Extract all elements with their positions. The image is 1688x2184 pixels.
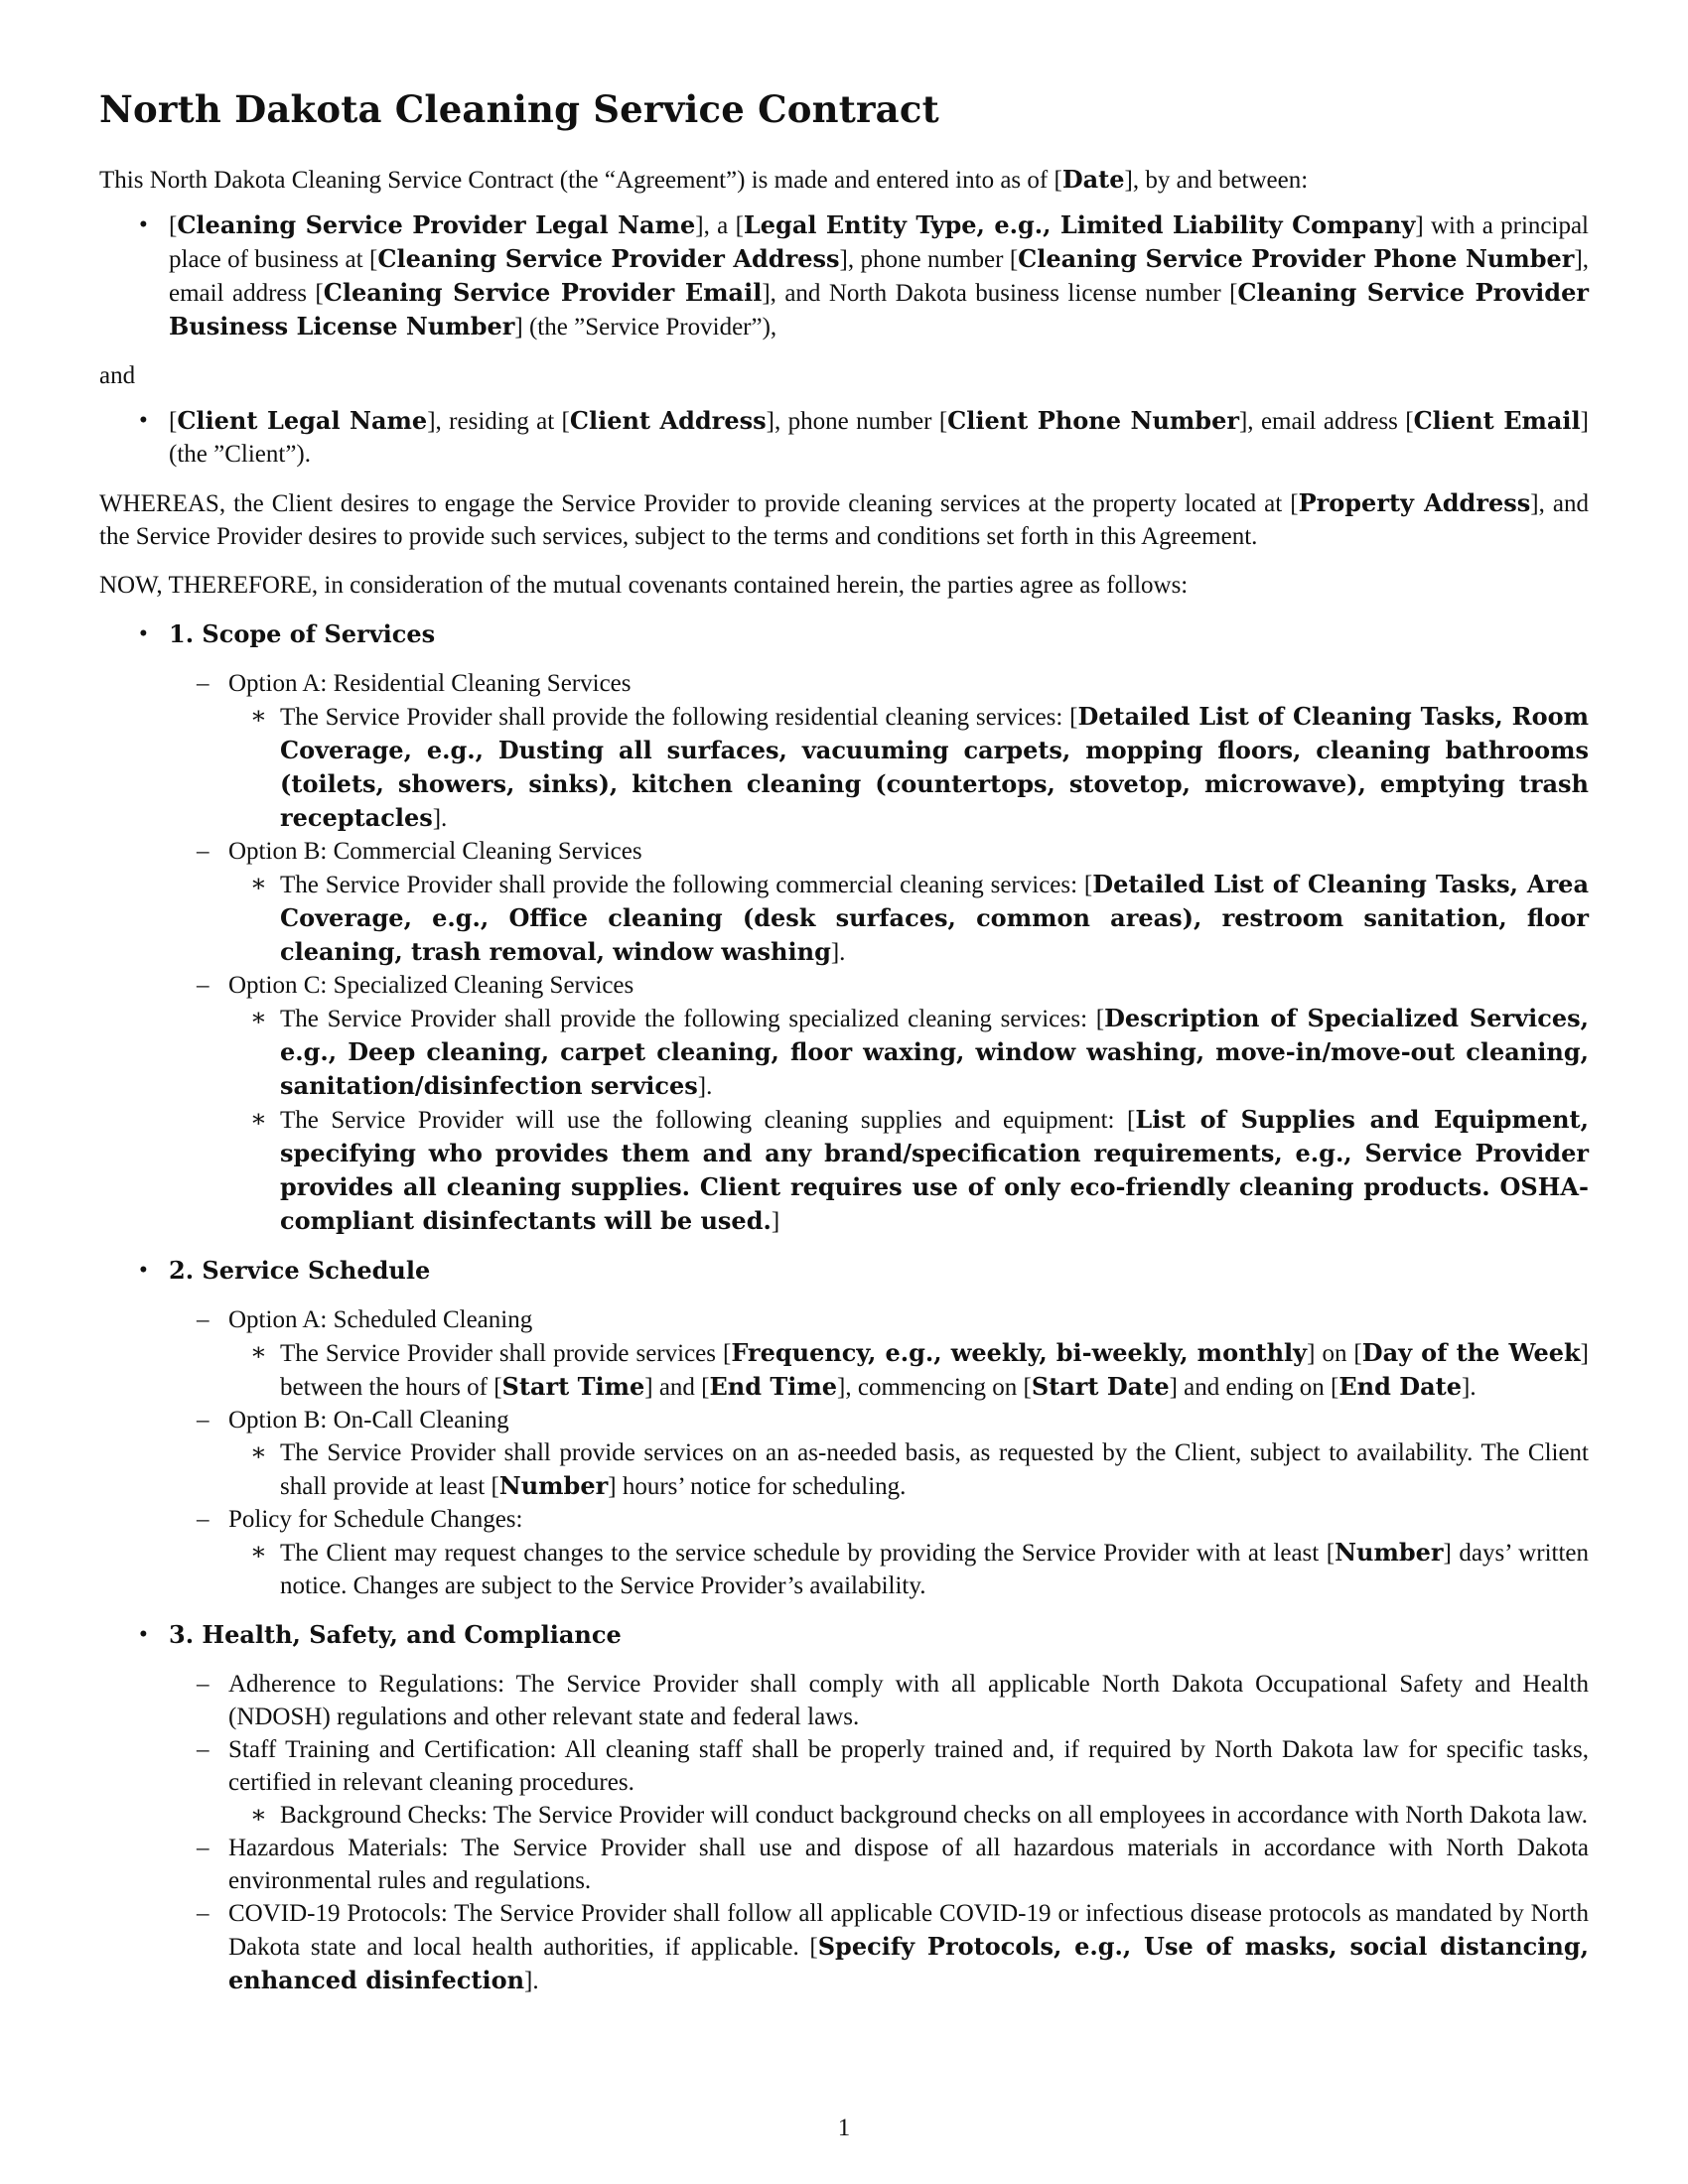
star-icon: ∗: [250, 1106, 267, 1133]
and-text: and: [99, 362, 136, 389]
star-icon: ∗: [250, 1539, 267, 1566]
list-item: ∗ The Service Provider shall provide the following commercial cleaning services: [Detailed List of Cleaning Tasks, Area Coverage, e.g., Office cleaning (desk surfaces, common areas), restroom sanitation, floor cleaning, trash removal, window washing].: [250, 870, 1590, 966]
party-client: • [Client Legal Name], residing at [Client Address], phone number [Client Phone Number], email address [Client Email] (the ”Client”).: [139, 406, 1589, 468]
page-title: North Dakota Cleaning Service Contract: [99, 87, 939, 131]
list-item: ∗ The Service Provider will use the following cleaning supplies and equipment: [List of Supplies and Equipment, specifying who provides them and any brand/specification requirements, e.g., Service Provider provides all cleaning supplies. Client requires use of only eco-friendly cleaning products. OSHA-compliant disinfectants will be used.]: [250, 1105, 1589, 1235]
dash-icon: –: [197, 1671, 210, 1698]
star-icon: ∗: [250, 871, 267, 897]
star-icon: ∗: [250, 1802, 267, 1829]
list-item: – Hazardous Materials: The Service Provider shall use and dispose of all hazardous materials in accordance with North Dakota environmental rules and regulations.: [99, 1832, 1589, 1897]
list-item: – Option A: Residential Cleaning Services: [99, 667, 1589, 700]
list-item: – COVID-19 Protocols: The Service Provider shall follow all applicable COVID-19 or infectious disease protocols as mandated by North Dakota state and local health authorities, if applicable. [Specify Protocols, e.g., Use of masks, social distancing, enhanced disinfection].: [99, 1897, 1589, 1997]
star-icon: ∗: [250, 1005, 267, 1031]
list-item: – Staff Training and Certification: All cleaning staff shall be properly trained and, if required by North Dakota law for specific tasks, certified in relevant cleaning procedures.: [99, 1733, 1589, 1799]
intro-paragraph: This North Dakota Cleaning Service Contract (the “Agreement”) is made and entered into as of [Date], by and between:: [99, 165, 1309, 194]
dash-icon: –: [197, 1306, 210, 1333]
bullet-icon: •: [139, 1621, 148, 1648]
dash-icon: –: [197, 1835, 210, 1861]
section-3-heading: • 3. Health, Safety, and Compliance: [139, 1620, 622, 1649]
party-service-provider: • [Cleaning Service Provider Legal Name], a [Legal Entity Type, e.g., Limited Liability Company] with a principal place of business at [Cleaning Service Provider Address], phone number [Cleaning Service Provider Phone Number], email address [Cleaning Service Provider Email], and North Dakota business license number [Cleaning Service Provider Business License Number] (the ”Service Provider”),: [139, 210, 1590, 341]
list-item: – Adherence to Regulations: The Service Provider shall comply with all applicable North Dakota Occupational Safety and Health (NDOSH) regulations and other relevant state and federal laws.: [99, 1668, 1589, 1733]
dash-icon: –: [197, 838, 210, 865]
whereas-paragraph: WHEREAS, the Client desires to engage the Service Provider to provide cleaning services at the property located at [Property Address], and the Service Provider desires to provide such services, subject to the terms and conditions set forth in this Agreement.: [99, 488, 1589, 550]
list-item: ∗ The Service Provider shall provide services on an as-needed basis, as requested by the Client, subject to availability. The Client shall provide at least [Number] hours’ notice for scheduling.: [99, 1436, 1589, 1503]
list-item: ∗ The Client may request changes to the service schedule by providing the Service Provider with at least [Number] days’ written notice. Changes are subject to the Service Provider’s availability.: [250, 1538, 1589, 1599]
list-item: ∗ The Service Provider shall provide the following residential cleaning services: [Detailed List of Cleaning Tasks, Room Coverage, e.g., Dusting all surfaces, vacuuming carpets, mopping floors, cleaning bathrooms (toilets, showers, sinks), kitchen cleaning (countertops, stovetop, microwave), emptying trash receptacles].: [250, 702, 1589, 832]
page-number: 1: [837, 2115, 851, 2141]
section-1-heading: • 1. Scope of Services: [139, 619, 436, 648]
dash-icon: –: [197, 1407, 210, 1433]
bullet-icon: •: [139, 620, 148, 647]
bullet-icon: •: [139, 1257, 148, 1284]
dash-icon: –: [197, 1506, 210, 1533]
section-2-body: [99, 1303, 1589, 1602]
bullet-icon: •: [139, 211, 148, 238]
list-item: – Option B: Commercial Cleaning Services: [99, 835, 1589, 868]
section-2-heading: • 2. Service Schedule: [139, 1256, 431, 1285]
list-item: – Option A: Scheduled Cleaning: [99, 1303, 1589, 1336]
star-icon: ∗: [250, 1439, 267, 1466]
section-1-body: [99, 667, 1589, 1238]
dash-icon: –: [197, 1900, 210, 1927]
bullet-icon: •: [139, 407, 148, 434]
list-item: ∗ Background Checks: The Service Provider will conduct background checks on all employees in accordance with North Dakota law.: [99, 1799, 1589, 1832]
list-item: ∗ The Service Provider shall provide the following specialized cleaning services: [Description of Specialized Services, e.g., Deep cleaning, carpet cleaning, floor waxing, window washing, move-in/move-out cleaning, sanitation/disinfection services].: [250, 1004, 1589, 1100]
list-item: – Option C: Specialized Cleaning Services: [99, 969, 1589, 1002]
list-item: – Option B: On-Call Cleaning: [99, 1404, 1589, 1436]
star-icon: ∗: [250, 703, 267, 730]
document-page: [99, 87, 1589, 1997]
now-therefore-paragraph: NOW, THEREFORE, in consideration of the mutual covenants contained herein, the parties agree as follows:: [99, 572, 1189, 599]
star-icon: ∗: [250, 1339, 267, 1366]
dash-icon: –: [197, 972, 210, 999]
list-item: ∗ The Service Provider shall provide services [Frequency, e.g., weekly, bi-weekly, monthly] on [Day of the Week] between the hours of [Start Time] and [End Time], commencing on [Start Date] and ending on [End Date].: [250, 1338, 1589, 1401]
section-3-body: [99, 1668, 1589, 1997]
dash-icon: –: [197, 1736, 210, 1763]
dash-icon: –: [197, 670, 210, 697]
list-item: – Policy for Schedule Changes:: [99, 1503, 1589, 1536]
